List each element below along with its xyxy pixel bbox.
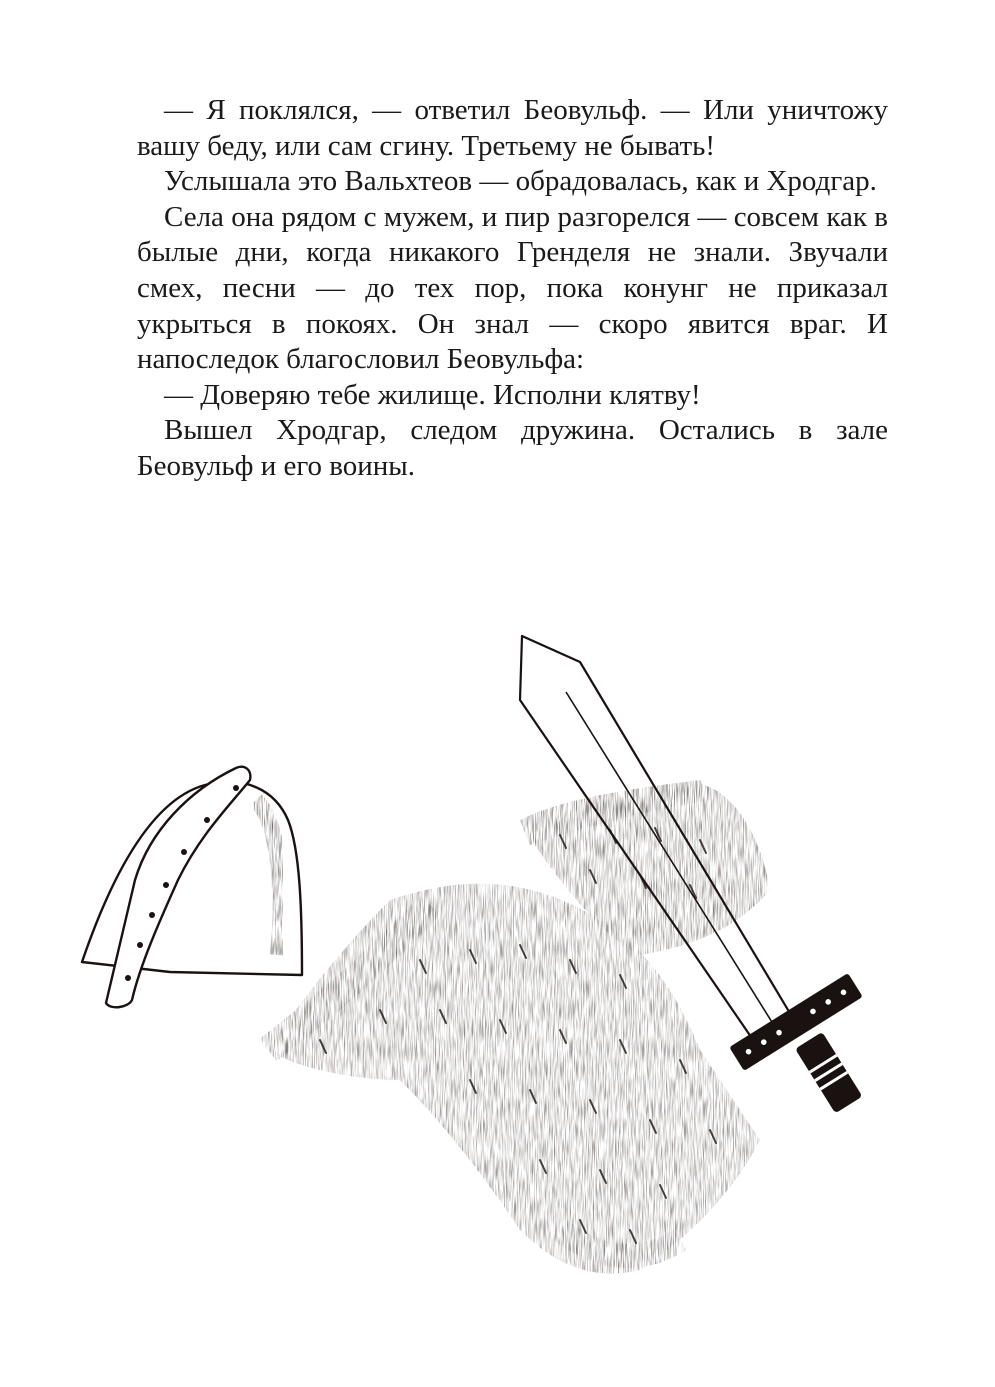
paragraph-1: — Я поклялся, — ответил Беовульф. — Или уничтожу вашу беду, или сам сгину. Третьему не бывать! <box>137 94 888 162</box>
helmet-icon <box>82 767 302 1008</box>
paragraph-2: Услышала это Вальхтеов — обрадовалась, как и Хродгар. <box>164 165 877 198</box>
paragraph-5: Вышел Хродгар, следом дружина. Остались в зале Беовульф и его воины. <box>137 414 888 482</box>
paragraph-3: Села она рядом с мужем, и пир разгорелся — совсем как в былые дни, когда никакого Гренделя не знали. Звучали смех, песни — до тех пор, пока конунг не приказал укрыться в покоях. Он знал — скоро явится враг. И напоследок благословил Беовульфа: <box>137 200 888 376</box>
paragraph-4: — Доверяю тебе жилище. Исполни клятву! <box>164 378 701 411</box>
story-text <box>137 93 888 485</box>
fur-cloak-icon <box>268 780 770 1274</box>
sword-grip <box>795 1032 862 1113</box>
illustration <box>0 560 995 1360</box>
